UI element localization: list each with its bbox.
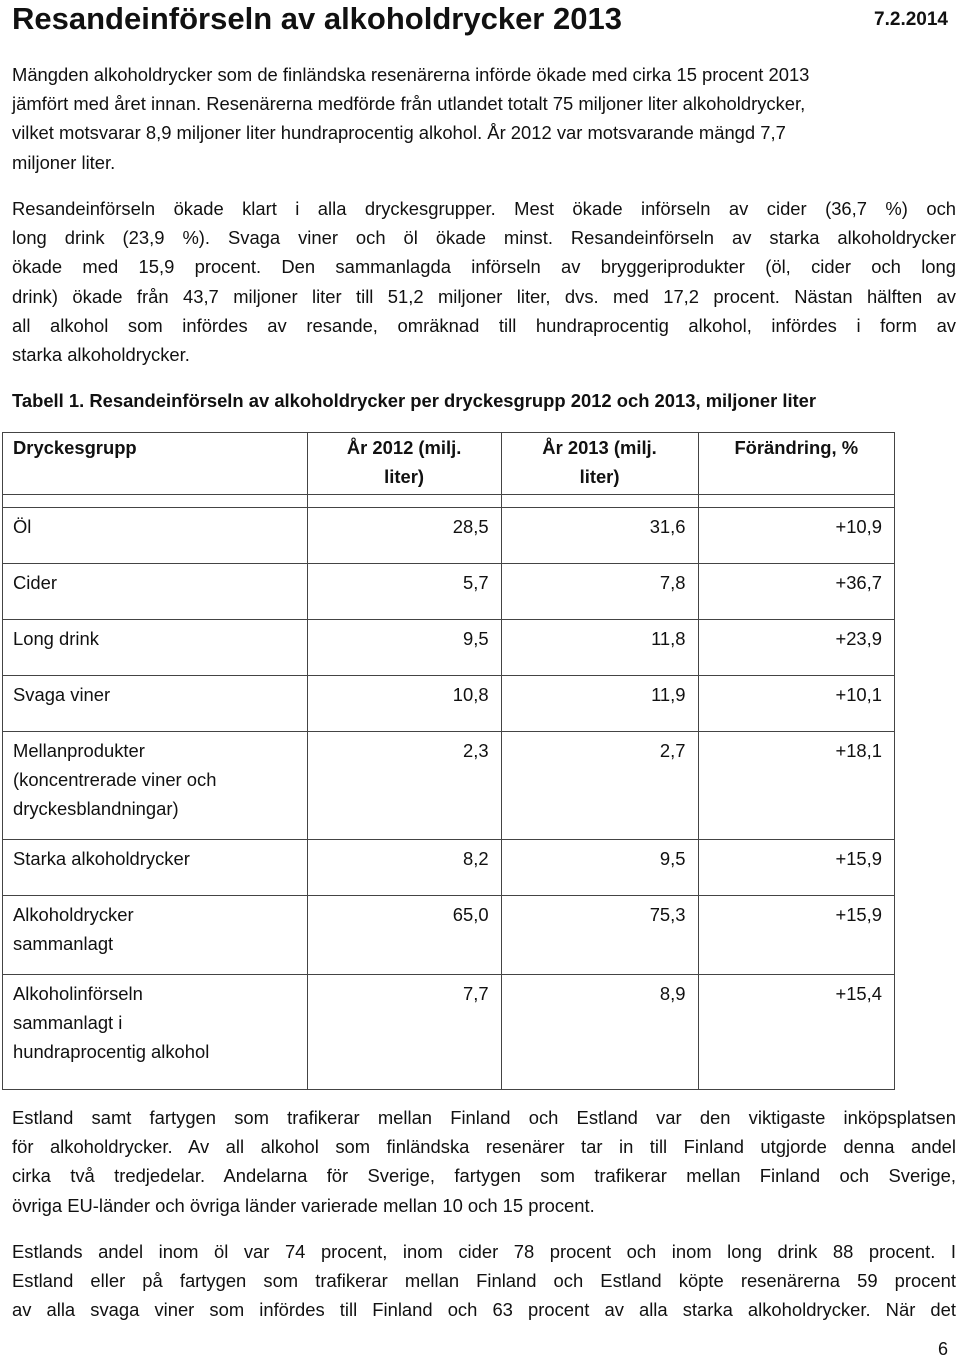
intro-line: jämfört med året innan. Resenärerna medförde från utlandet totalt 75 miljoner liter alkoholdrycker, xyxy=(12,93,806,115)
value-change: +18,1 xyxy=(698,732,895,840)
summary-paragraph xyxy=(12,194,956,369)
table-row xyxy=(3,975,895,1090)
value-2012: 2,3 xyxy=(307,732,501,840)
table-caption: Tabell 1. Resandeinförseln av alkoholdrycker per dryckesgrupp 2012 och 2013, miljoner liter xyxy=(12,390,817,411)
summary-line: drink) ökade från 43,7 miljoner liter till 51,2 miljoner liter, dvs. med 17,2 procent. Nästan hälften av xyxy=(12,285,956,307)
row-label: Cider xyxy=(3,564,308,620)
estonia-line: Estland eller på fartygen som trafikerar mellan Finland och Estland köpte resenärerna 59 procent xyxy=(12,1270,956,1292)
value-2013: 75,3 xyxy=(501,896,698,975)
table-row xyxy=(3,676,895,732)
value-change: +15,4 xyxy=(698,975,895,1090)
value-2013: 2,7 xyxy=(501,732,698,840)
value-2013: 8,9 xyxy=(501,975,698,1090)
destination-line: övriga EU-länder och övriga länder varierade mellan 10 och 15 procent. xyxy=(12,1194,595,1216)
value-change: +10,1 xyxy=(698,676,895,732)
value-2012: 9,5 xyxy=(307,620,501,676)
table-row xyxy=(3,620,895,676)
value-2013: 11,8 xyxy=(501,620,698,676)
page-number: 6 xyxy=(937,1339,948,1359)
summary-line: all alkohol som infördes av resande, omräknad till hundraprocentig alkohol, infördes i form av xyxy=(12,314,956,336)
intro-line: vilket motsvarar 8,9 miljoner liter hundraprocentig alkohol. År 2012 var motsvarande mängd 7,7 xyxy=(12,122,786,144)
intro-paragraph xyxy=(12,60,956,177)
summary-line: ökade med 15,9 procent. Den sammanlagda införseln av bryggeriprodukter (öl, cider och long xyxy=(12,256,956,278)
estonia-line: av alla svaga viner som infördes till Finland och 63 procent av alla starka alkoholdrycker. När det xyxy=(12,1299,956,1321)
row-label: Svaga viner xyxy=(3,676,308,732)
value-2012: 28,5 xyxy=(307,508,501,564)
value-2012: 7,7 xyxy=(307,975,501,1090)
column-header-group: Dryckesgrupp xyxy=(3,433,308,495)
value-2012: 8,2 xyxy=(307,840,501,896)
value-change: +23,9 xyxy=(698,620,895,676)
value-change: +15,9 xyxy=(698,840,895,896)
value-2012: 65,0 xyxy=(307,896,501,975)
destination-line: för alkoholdrycker. Av all alkohol som finländska resenärer tar in till Finland utgjorde denna andel xyxy=(12,1136,956,1158)
publication-date: 7.2.2014 xyxy=(874,9,948,30)
destination-line: Estland samt fartygen som trafikerar mellan Finland och Estland var den viktigaste inköpsplatsen xyxy=(12,1107,956,1128)
page-header xyxy=(12,0,948,40)
table-header-row xyxy=(3,433,895,495)
table-row xyxy=(3,732,895,840)
summary-line: Resandeinförseln ökade klart i alla dryckesgrupper. Mest ökade införseln av cider (36,7 %) och xyxy=(12,198,956,219)
row-label: Long drink xyxy=(3,620,308,676)
row-label: Starka alkoholdrycker xyxy=(3,840,308,896)
beverage-table xyxy=(2,432,895,1090)
value-2013: 11,9 xyxy=(501,676,698,732)
summary-line: long drink (23,9 %). Svaga viner och öl ökade minst. Resandeinförseln av starka alkoholdrycker xyxy=(12,227,956,249)
table-row xyxy=(3,896,895,975)
value-2013: 9,5 xyxy=(501,840,698,896)
estonia-paragraph xyxy=(12,1237,956,1325)
page-title: Resandeinförseln av alkoholdrycker 2013 xyxy=(12,1,622,36)
row-label: Alkoholdrycker sammanlagt xyxy=(3,896,308,975)
table-spacer xyxy=(3,495,895,508)
destination-paragraph xyxy=(12,1103,956,1220)
column-header-2012: År 2012 (milj. liter) xyxy=(307,433,501,495)
table-row xyxy=(3,508,895,564)
destination-line: cirka två tredjedelar. Andelarna för Sverige, fartygen som trafikerar mellan Finland och Sverige, xyxy=(12,1165,956,1187)
value-change: +10,9 xyxy=(698,508,895,564)
value-2013: 31,6 xyxy=(501,508,698,564)
value-2012: 5,7 xyxy=(307,564,501,620)
row-label: Mellanprodukter (koncentrerade viner och dryckesblandningar) xyxy=(3,732,308,840)
row-label: Alkoholinförseln sammanlagt i hundraprocentig alkohol xyxy=(3,975,308,1090)
table-row xyxy=(3,840,895,896)
column-header-2013: År 2013 (milj. liter) xyxy=(501,433,698,495)
intro-line: miljoner liter. xyxy=(12,151,116,173)
estonia-line: Estlands andel inom öl var 74 procent, inom cider 78 procent och inom long drink 88 procent. I xyxy=(12,1241,956,1262)
table-row xyxy=(3,564,895,620)
row-label: Öl xyxy=(3,508,308,564)
column-header-change: Förändring, % xyxy=(698,433,895,495)
intro-line: Mängden alkoholdrycker som de finländska resenärerna införde ökade med cirka 15 procent 2013 xyxy=(12,64,810,85)
summary-line: starka alkoholdrycker. xyxy=(12,344,190,366)
value-2013: 7,8 xyxy=(501,564,698,620)
value-2012: 10,8 xyxy=(307,676,501,732)
value-change: +36,7 xyxy=(698,564,895,620)
value-change: +15,9 xyxy=(698,896,895,975)
